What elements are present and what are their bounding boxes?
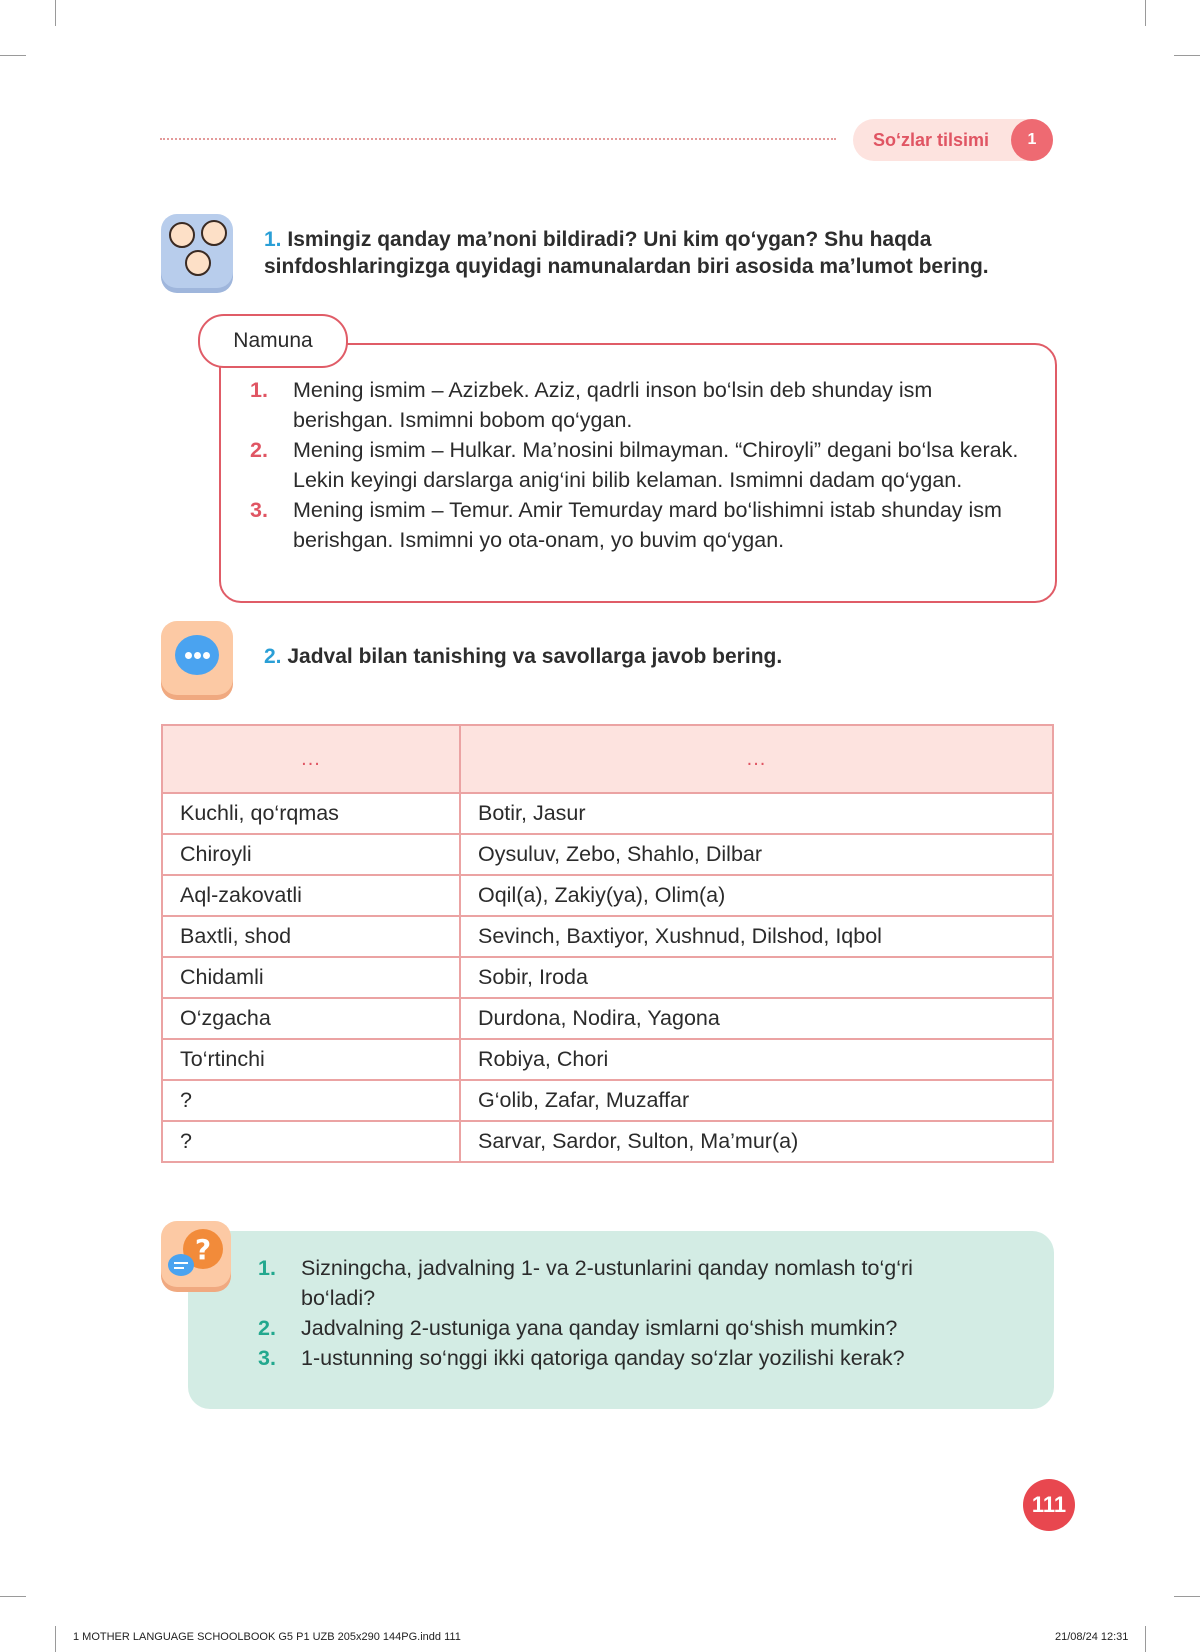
names-table	[161, 724, 1054, 1163]
sample-item: 3. Mening ismim – Temur. Amir Temurday mard bo‘lishimni istab shunday ism berishgan. Ismimni yo ota-onam, yo buvim qo‘ygan.	[250, 498, 1002, 552]
table-row	[162, 957, 1053, 998]
table-cell: Botir, Jasur	[460, 793, 1053, 834]
table-cell: ?	[162, 1080, 460, 1121]
questions-list	[258, 1253, 958, 1373]
page-number: 111	[1023, 1479, 1075, 1531]
sample-tab: Namuna	[198, 314, 348, 368]
table-row	[162, 875, 1053, 916]
table-cell: Baxtli, shod	[162, 916, 460, 957]
svg-text:?: ?	[194, 1233, 212, 1266]
table-cell: G‘olib, Zafar, Muzaffar	[460, 1080, 1053, 1121]
table-cell: Aql-zakovatli	[162, 875, 460, 916]
crop-mark	[55, 1626, 56, 1652]
table-cell: ?	[162, 1121, 460, 1162]
crop-mark	[0, 1596, 26, 1597]
table-cell: Sarvar, Sardor, Sulton, Ma’mur(a)	[460, 1121, 1053, 1162]
table-cell: Chiroyli	[162, 834, 460, 875]
chat-bubble-icon	[161, 621, 233, 695]
header-dotted-rule	[160, 138, 836, 140]
crop-mark	[0, 55, 26, 56]
table-cell: Chidamli	[162, 957, 460, 998]
section-label	[853, 119, 1053, 161]
crop-mark	[1145, 0, 1146, 26]
section-title: So‘zlar tilsimi	[872, 130, 990, 150]
sample-item: 1. Mening ismim – Azizbek. Aziz, qadrli inson bo‘lsin deb shunday ism berishgan. Ismimni bobom qo‘ygan.	[250, 378, 933, 432]
kid-face	[201, 220, 227, 246]
print-slug: 1 MOTHER LANGUAGE SCHOOLBOOK G5 P1 UZB 205x290 144PG.indd 111	[73, 1631, 461, 1643]
table-cell: Kuchli, qo‘rqmas	[162, 793, 460, 834]
table-header-cell: ...	[162, 725, 460, 793]
table-header-row	[162, 725, 1053, 793]
table-header-cell: ...	[460, 725, 1053, 793]
task-1	[264, 226, 1064, 280]
task-2-text: Jadval bilan tanishing va savollarga javob bering.	[287, 645, 783, 668]
question-item: 2. Jadvalning 2-ustuniga yana qanday ismlarni qo‘shish mumkin?	[258, 1316, 898, 1340]
kids-faces-icon	[161, 214, 233, 288]
table-row	[162, 1080, 1053, 1121]
table-cell: Oqil(a), Zakiy(ya), Olim(a)	[460, 875, 1053, 916]
kid-face	[185, 250, 211, 276]
task-2-number: 2.	[264, 645, 282, 668]
question-bubble-icon	[161, 1221, 231, 1287]
task-1-number: 1.	[264, 228, 282, 251]
table-row	[162, 916, 1053, 957]
task-2	[264, 643, 1064, 670]
table-row	[162, 1121, 1053, 1162]
table-cell: To‘rtinchi	[162, 1039, 460, 1080]
table-cell: Sobir, Iroda	[460, 957, 1053, 998]
kid-face	[169, 222, 195, 248]
table-cell: O‘zgacha	[162, 998, 460, 1039]
task-1-text: Ismingiz qanday ma’noni bildiradi? Uni kim qo‘ygan? Shu haqda sinfdoshlaringizga quyidagi namunalardan biri asosida ma’lumot bering.	[264, 228, 989, 278]
crop-mark	[1174, 55, 1200, 56]
question-item: 3. 1-ustunning so‘nggi ikki qatoriga qanday so‘zlar yozilishi kerak?	[258, 1346, 905, 1370]
table-cell: Robiya, Chori	[460, 1039, 1053, 1080]
sample-list	[250, 375, 1020, 555]
section-number: 1	[1011, 119, 1053, 161]
table-cell: Oysuluv, Zebo, Shahlo, Dilbar	[460, 834, 1053, 875]
table-cell: Durdona, Nodira, Yagona	[460, 998, 1053, 1039]
crop-mark	[1174, 1596, 1200, 1597]
table-row	[162, 834, 1053, 875]
crop-mark	[55, 0, 56, 26]
table-row	[162, 998, 1053, 1039]
crop-mark	[1145, 1626, 1146, 1652]
question-bubble-graphic	[161, 1221, 231, 1287]
table-row	[162, 793, 1053, 834]
table-row	[162, 1039, 1053, 1080]
table-cell: Sevinch, Baxtiyor, Xushnud, Dilshod, Iqbol	[460, 916, 1053, 957]
sample-item: 2. Mening ismim – Hulkar. Ma’nosini bilmayman. “Chiroyli” degani bo‘lsa kerak. Lekin keyingi darslarga anig‘ini bilib kelaman. Ismimni dadam qo‘ygan.	[250, 438, 1019, 492]
question-item: 1. Sizningcha, jadvalning 1- va 2-ustunlarini qanday nomlash to‘g‘ri bo‘ladi?	[258, 1256, 913, 1310]
chat-bubble-shape	[175, 635, 219, 675]
print-date: 21/08/24 12:31	[1055, 1631, 1129, 1643]
